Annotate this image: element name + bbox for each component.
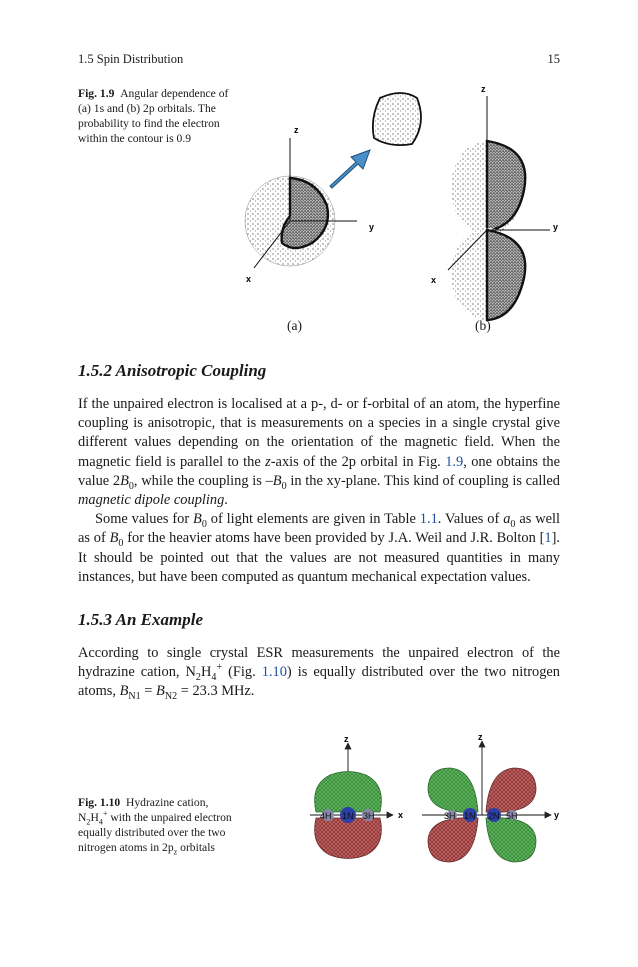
upper-lobe-contour: [487, 141, 525, 231]
atom-label: 4H: [320, 811, 332, 821]
lobe-lower-right: [486, 818, 536, 862]
lobe-upper-right: [486, 768, 536, 812]
lower-lobe-contour: [487, 230, 525, 320]
axis-z-label: z: [344, 734, 349, 744]
axis-y-label: y: [553, 222, 559, 232]
axis-x-label: x: [398, 810, 404, 820]
lobe-lower-left: [428, 818, 478, 862]
panel-a-label: (a): [287, 318, 302, 333]
figure-link[interactable]: 1.10: [261, 664, 287, 681]
paragraph: According to single crystal ESR measurements the unpaired electron of the hydrazine cation, $N_2H_4^+$ (Fig. 1.10) is equally distributed over the two nitrogen atoms, $B_{N1} = B_{N2} = 23.3$ MHz.: [78, 645, 560, 703]
axis-y-label: y: [554, 810, 560, 820]
figure-1-9-caption: [78, 86, 238, 146]
section-title: 1.5 Spin Distribution: [78, 52, 184, 66]
hydrazine-side-view: [310, 734, 403, 859]
running-header: [78, 52, 560, 68]
section-heading-1-5-3: 1.5.3 An Example: [78, 610, 203, 629]
panel-b-label: (b): [475, 318, 491, 333]
paragraph: If the unpaired electron is localised at a p-, d- or f-orbital of an atom, the hyperfine coupling is anisotropic, that is measurements on a species in a single crystal give different values depending on the orientation of the magnetic field. When the magnetic field is parallel to the z-axis of the 2p orbital in Fig. 1.9, one obtains the value $2B_0$, while the coupling is $-B_0$ in the xy-plane. This kind of coupling is called magnetic dipole coupling.: [78, 396, 560, 509]
lower-lobe: [315, 818, 382, 859]
atom-label: 2N: [488, 811, 500, 821]
axis-z-label: z: [481, 84, 486, 94]
citation-link[interactable]: 1: [544, 530, 552, 547]
upper-lobe: [315, 772, 382, 813]
figure-1-10-caption: Fig. 1.10 Hydrazine cation, $N_2H_4^+$ with the unpaired electron equally distributed over the two nitrogen atoms in $2p_z$ orbitals: [78, 796, 232, 857]
axis-z-label: z: [294, 125, 299, 135]
panel-b-2p-orbital: [431, 84, 558, 320]
section-1-5-2-body: [78, 395, 560, 587]
page-number: 15: [547, 52, 560, 66]
atom-label: 1N: [464, 811, 476, 821]
figure-label: Fig. 1.10: [78, 796, 121, 809]
axis-y-label: y: [369, 222, 375, 232]
atom-label: 5H: [506, 811, 518, 821]
panel-a-1s-orbital: [245, 93, 421, 284]
hydrazine-front-view: [422, 732, 559, 862]
section-1-5-3-body: [78, 644, 560, 702]
atom-label: 3H: [363, 811, 375, 821]
axis-x-label: x: [431, 275, 437, 285]
figure-label: Fig. 1.9: [78, 87, 115, 100]
arrow-icon: [330, 150, 370, 188]
figure-link[interactable]: 1.9: [445, 453, 464, 470]
caption-text: Angular dependence of (a) 1s and (b) 2p orbitals. The probability to find the electron within the contour is 0.9: [78, 87, 229, 145]
section-heading-1-5-2: 1.5.2 Anisotropic Coupling: [78, 361, 267, 380]
figure-1-10: [300, 730, 570, 870]
figure-1-9: [232, 78, 572, 340]
atom-label: 3H: [444, 811, 456, 821]
axis-x-label: x: [246, 274, 252, 284]
paragraph: Some values for $B_0$ of light elements are given in Table 1.1. Values of $a_0$ as well as of $B_0$ for the heavier atoms have been provided by J.A. Weil and J.R. Bolton [1]. It should be pointed out that the values are not measured quantities in many instances, but have been computed as quantum mechanical expectation values.: [78, 511, 560, 585]
lobe-upper-left: [428, 768, 478, 812]
extracted-wedge: [373, 93, 421, 145]
axis-z-label: z: [478, 732, 483, 742]
atom-label: 1N: [342, 811, 354, 821]
table-link[interactable]: 1.1: [419, 511, 438, 528]
